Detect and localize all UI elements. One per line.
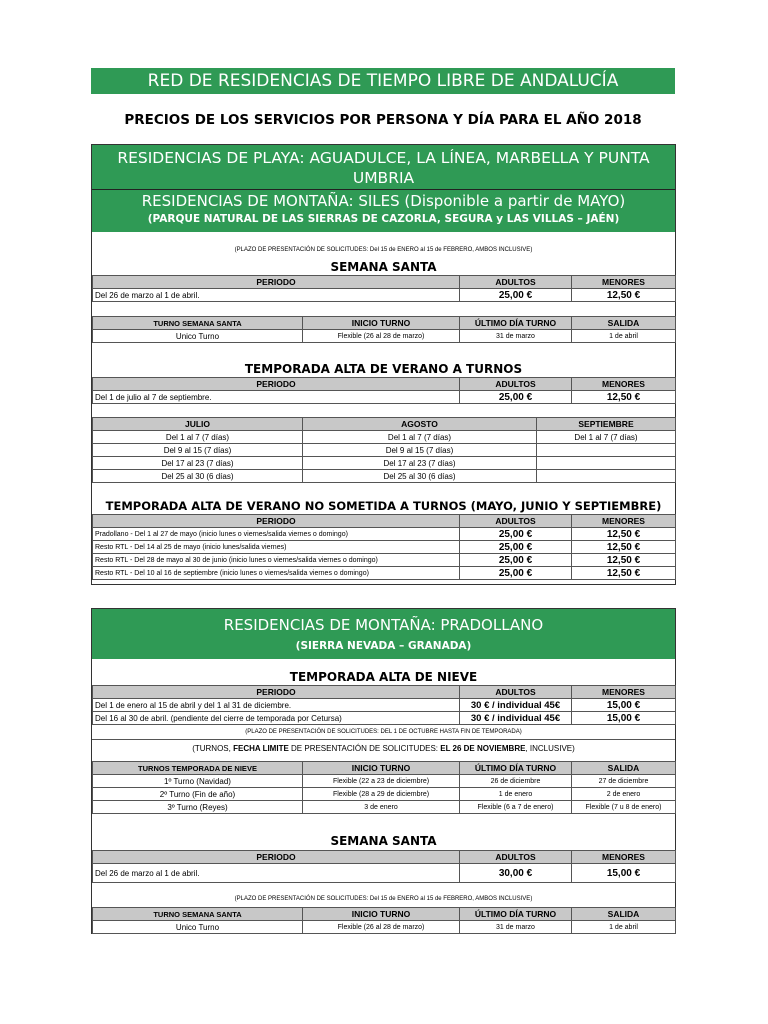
table-cell: Del 1 al 7 (7 días) xyxy=(537,431,676,444)
table-row xyxy=(93,554,676,567)
table-cell: ADULTOS xyxy=(460,686,572,699)
table-cell: 1 de abril xyxy=(572,921,676,934)
table-cell: 12,50 € xyxy=(572,528,676,541)
table-cell: SALIDA xyxy=(572,908,676,921)
section-title-summer-no-turns: TEMPORADA ALTA DE VERANO NO SOMETIDA A TURNOS (MAYO, JUNIO Y SEPTIEMBRE) xyxy=(105,499,662,513)
table-cell: 31 de marzo xyxy=(460,921,572,934)
section-title-snow: TEMPORADA ALTA DE NIEVE xyxy=(289,670,478,684)
table-cell: Del 1 de enero al 15 de abril y del 1 al 31 de diciembre. xyxy=(93,699,460,712)
table-cell: 3º Turno (Reyes) xyxy=(93,801,303,814)
table-cell: 15,00 € xyxy=(572,699,676,712)
table-cell: 1º Turno (Navidad) xyxy=(93,775,303,788)
table-cell: Flexible (22 a 23 de diciembre) xyxy=(303,775,460,788)
table-row xyxy=(93,444,676,457)
table-cell: 12,50 € xyxy=(572,289,676,302)
table-cell: INICIO TURNO xyxy=(303,908,460,921)
table-row xyxy=(93,470,676,483)
table-row xyxy=(93,391,676,404)
table-row xyxy=(93,317,676,330)
table-cell: Del 9 al 15 (7 días) xyxy=(303,444,537,457)
table-cell: Del 16 al 30 de abril. (pendiente del cierre de temporada por Cetursa) xyxy=(93,712,460,725)
table-cell: MENORES xyxy=(572,851,676,864)
table-row xyxy=(93,418,676,431)
text: DE PRESENTACIÓN DE SOLICITUDES: xyxy=(288,744,441,753)
table-cell: Flexible (6 a 7 de enero) xyxy=(460,801,572,814)
text: EL 26 DE NOVIEMBRE xyxy=(440,744,526,753)
table-cell: 3 de enero xyxy=(303,801,460,814)
table-cell: Resto RTL - Del 28 de mayo al 30 de junio (inicio lunes o viernes/salida viernes o domingo) xyxy=(93,554,460,567)
snow-turns-table xyxy=(92,761,676,814)
table-cell: Del 25 al 30 (6 días) xyxy=(303,470,537,483)
table-cell: ÚLTIMO DÍA TURNO xyxy=(460,762,572,775)
table-cell xyxy=(537,444,676,457)
text: RESIDENCIAS DE PLAYA: AGUADULCE, LA LÍNEA, MARBELLA Y PUNTA UMBRIA xyxy=(117,149,650,187)
page-title: RED DE RESIDENCIAS DE TIEMPO LIBRE DE ANDALUCÍA xyxy=(147,71,619,91)
summer-no-turns-table xyxy=(92,514,676,580)
table-row xyxy=(93,276,676,289)
turns-deadline-note xyxy=(92,744,675,753)
table-row xyxy=(93,515,676,528)
table-cell: Unico Turno xyxy=(93,921,303,934)
table-cell: PERIODO xyxy=(93,851,460,864)
table-cell: Del 17 al 23 (7 días) xyxy=(303,457,537,470)
table-row xyxy=(93,431,676,444)
table-cell: 30 € / individual 45€ xyxy=(460,699,572,712)
snow-price-table xyxy=(92,685,676,725)
table-cell: MENORES xyxy=(572,378,676,391)
table-cell: Del 1 de julio al 7 de septiembre. xyxy=(93,391,460,404)
table-row xyxy=(93,762,676,775)
table-cell: 31 de marzo xyxy=(460,330,572,343)
table-cell: 27 de diciembre xyxy=(572,775,676,788)
table-row xyxy=(93,567,676,580)
table-cell: 30,00 € xyxy=(460,864,572,883)
table-cell: ÚLTIMO DÍA TURNO xyxy=(460,908,572,921)
table-row xyxy=(93,378,676,391)
table-cell: ADULTOS xyxy=(460,276,572,289)
table-row xyxy=(93,921,676,934)
table-cell: 30 € / individual 45€ xyxy=(460,712,572,725)
table-cell: MENORES xyxy=(572,515,676,528)
table-cell: Del 25 al 30 (6 días) xyxy=(93,470,303,483)
summer-months-table xyxy=(92,417,676,483)
table-cell: TURNOS TEMPORADA DE NIEVE xyxy=(93,762,303,775)
table-row xyxy=(93,457,676,470)
table-cell: ADULTOS xyxy=(460,378,572,391)
table-cell: 2 de enero xyxy=(572,788,676,801)
easter-pradollano-price-table xyxy=(92,850,676,883)
table-cell: Resto RTL - Del 14 al 25 de mayo (inicio lunes/salida viernes) xyxy=(93,541,460,554)
table-cell: INICIO TURNO xyxy=(303,317,460,330)
text: (SIERRA NEVADA – GRANADA) xyxy=(295,640,472,652)
table-row xyxy=(93,528,676,541)
table-row xyxy=(93,330,676,343)
section-title-easter-pradollano: SEMANA SANTA xyxy=(330,834,437,848)
table-row xyxy=(93,851,676,864)
table-cell: 25,00 € xyxy=(460,289,572,302)
table-cell xyxy=(537,457,676,470)
table-cell: Del 1 al 7 (7 días) xyxy=(303,431,537,444)
table-cell: PERIODO xyxy=(93,276,460,289)
page-subtitle: PRECIOS DE LOS SERVICIOS POR PERSONA Y DÍA PARA EL AÑO 2018 xyxy=(124,112,642,128)
section-title-easter: SEMANA SANTA xyxy=(330,260,437,274)
page-title-banner xyxy=(91,68,675,94)
table-cell: 12,50 € xyxy=(572,554,676,567)
table-cell: ADULTOS xyxy=(460,515,572,528)
banner-siles xyxy=(92,190,675,232)
table-cell: ÚLTIMO DÍA TURNO xyxy=(460,317,572,330)
banner-beach-residences xyxy=(92,145,675,189)
banner-pradollano xyxy=(92,609,675,659)
table-cell: 2º Turno (Fin de año) xyxy=(93,788,303,801)
table-cell: Resto RTL - Del 10 al 16 de septiembre (inicio lunes o viernes/salida viernes o domingo) xyxy=(93,567,460,580)
table-cell: 15,00 € xyxy=(572,712,676,725)
table-cell: Del 1 al 7 (7 días) xyxy=(93,431,303,444)
text: , INCLUSIVE) xyxy=(525,744,575,753)
table-cell: Del 17 al 23 (7 días) xyxy=(93,457,303,470)
table-cell: 26 de diciembre xyxy=(460,775,572,788)
table-cell: 25,00 € xyxy=(460,567,572,580)
table-cell: SALIDA xyxy=(572,762,676,775)
table-cell: 12,50 € xyxy=(572,567,676,580)
deadline-note-easter-pradollano: (PLAZO DE PRESENTACIÓN DE SOLICITUDES: Del 15 de ENERO al 15 de FEBRERO, AMBOS INCLUSIVE) xyxy=(234,896,533,902)
summer-turns-price-table xyxy=(92,377,676,404)
table-cell: 25,00 € xyxy=(460,391,572,404)
table-cell: Flexible (28 a 29 de diciembre) xyxy=(303,788,460,801)
table-row xyxy=(93,686,676,699)
table-cell: 1 de enero xyxy=(460,788,572,801)
deadline-note-snow: (PLAZO DE PRESENTACIÓN DE SOLICITUDES: DEL 1 DE OCTUBRE HASTA FIN DE TEMPORADA) xyxy=(245,729,522,735)
text: RESIDENCIAS DE MONTAÑA: SILES (Disponible a partir de MAYO) xyxy=(141,192,626,210)
table-cell: PERIODO xyxy=(93,378,460,391)
table-cell: 25,00 € xyxy=(460,528,572,541)
table-cell: SEPTIEMBRE xyxy=(537,418,676,431)
easter-turn-table xyxy=(92,316,676,343)
table-cell: JULIO xyxy=(93,418,303,431)
table-cell: Del 9 al 15 (7 días) xyxy=(93,444,303,457)
table-cell: SALIDA xyxy=(572,317,676,330)
text: (PARQUE NATURAL DE LAS SIERRAS DE CAZORLA, SEGURA y LAS VILLAS – JAÉN) xyxy=(147,213,620,225)
table-cell: INICIO TURNO xyxy=(303,762,460,775)
table-cell: PERIODO xyxy=(93,515,460,528)
table-row xyxy=(93,289,676,302)
table-cell: TURNO SEMANA SANTA xyxy=(93,317,303,330)
table-cell: Flexible (26 al 28 de marzo) xyxy=(303,921,460,934)
text: (TURNOS, xyxy=(192,744,234,753)
table-cell: Del 26 de marzo al 1 de abril. xyxy=(93,864,460,883)
table-cell: TURNO SEMANA SANTA xyxy=(93,908,303,921)
table-row xyxy=(93,699,676,712)
easter-pradollano-turn-table xyxy=(92,907,676,934)
table-row xyxy=(93,712,676,725)
text: FECHA LIMITE xyxy=(233,744,289,753)
table-row xyxy=(93,541,676,554)
table-cell: 1 de abril xyxy=(572,330,676,343)
table-row xyxy=(93,788,676,801)
table-cell: ADULTOS xyxy=(460,851,572,864)
table-cell xyxy=(537,470,676,483)
table-row xyxy=(93,864,676,883)
text: RESIDENCIAS DE MONTAÑA: PRADOLLANO xyxy=(223,616,544,634)
section-title-summer-turns: TEMPORADA ALTA DE VERANO A TURNOS xyxy=(244,362,523,376)
table-cell: MENORES xyxy=(572,686,676,699)
table-cell: Unico Turno xyxy=(93,330,303,343)
table-cell: 12,50 € xyxy=(572,541,676,554)
table-cell: 25,00 € xyxy=(460,554,572,567)
table-cell: 25,00 € xyxy=(460,541,572,554)
table-cell: Flexible (7 u 8 de enero) xyxy=(572,801,676,814)
table-cell: PERIODO xyxy=(93,686,460,699)
table-row xyxy=(93,801,676,814)
table-row xyxy=(93,908,676,921)
table-row xyxy=(93,775,676,788)
table-cell: MENORES xyxy=(572,276,676,289)
table-cell: AGOSTO xyxy=(303,418,537,431)
table-cell: 12,50 € xyxy=(572,391,676,404)
deadline-note-easter: (PLAZO DE PRESENTACIÓN DE SOLICITUDES: Del 15 de ENERO al 15 de FEBRERO, AMBOS INCLUSIVE) xyxy=(234,247,533,253)
easter-price-table xyxy=(92,275,676,302)
table-cell: Del 26 de marzo al 1 de abril. xyxy=(93,289,460,302)
table-cell: Pradollano - Del 1 al 27 de mayo (inicio lunes o viernes/salida viernes o domingo) xyxy=(93,528,460,541)
table-cell: 15,00 € xyxy=(572,864,676,883)
table-cell: Flexible (26 al 28 de marzo) xyxy=(303,330,460,343)
